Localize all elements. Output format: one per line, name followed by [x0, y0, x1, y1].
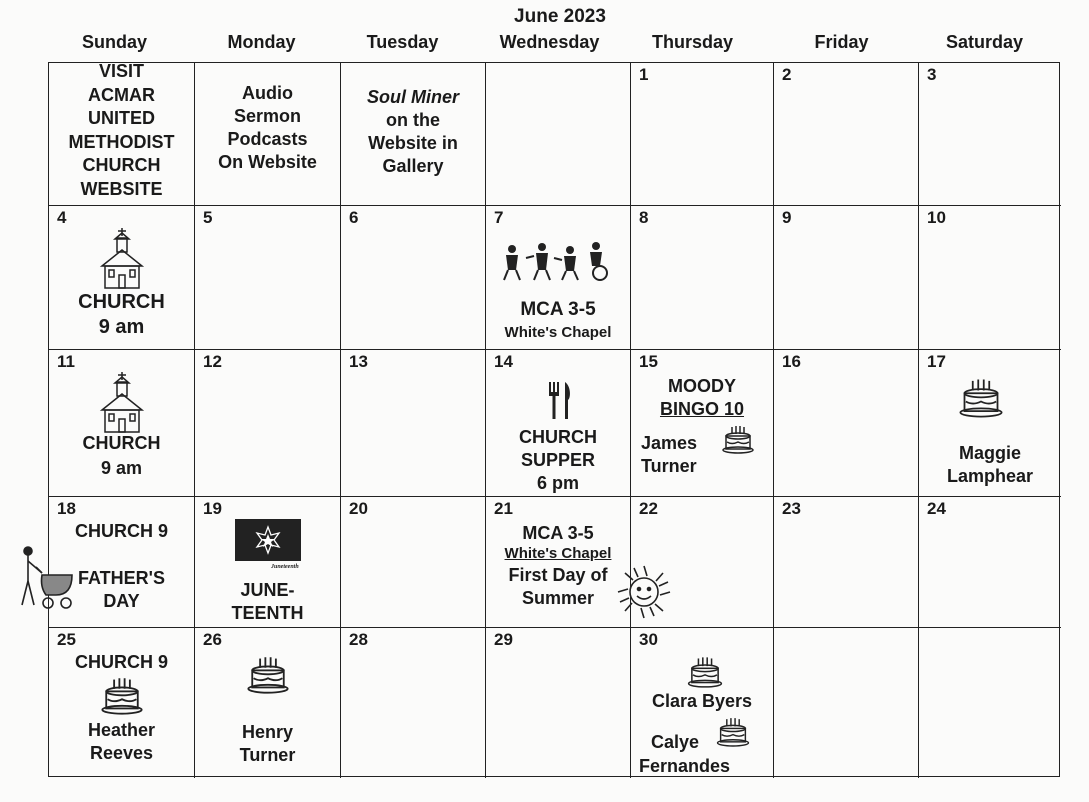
church-time: 9 am [100, 458, 143, 478]
juneteenth-flag-icon [235, 519, 303, 569]
day-cell [341, 63, 486, 206]
kids-parade-icon [500, 240, 618, 282]
fathers-day-label: FATHER'S DAY [78, 568, 165, 611]
day-cell [919, 206, 1061, 350]
day-cell [631, 350, 774, 497]
date-number: 30 [639, 630, 658, 649]
church-icon [99, 226, 145, 290]
day-header-thursday: Thursday [651, 32, 734, 52]
mca-location: White's Chapel [504, 545, 612, 562]
birthday-cake-icon [957, 374, 1005, 418]
day-cell [49, 206, 195, 350]
day-cell [919, 63, 1061, 206]
day-cell [49, 63, 195, 206]
day-header-sunday: Sunday [81, 32, 147, 52]
date-number: 2 [782, 65, 792, 84]
day-header-saturday: Saturday [945, 32, 1024, 52]
date-number: 25 [57, 630, 76, 649]
date-number: 17 [927, 352, 946, 371]
day-cell [919, 497, 1061, 628]
date-number: 13 [349, 352, 368, 371]
date-number: 9 [782, 208, 792, 227]
church-event: CHURCH [78, 291, 165, 313]
day-cell [919, 628, 1061, 778]
date-number: 24 [927, 499, 946, 518]
mca-event: MCA 3-5 [520, 299, 596, 320]
day-header-monday: Monday [227, 32, 296, 52]
fork-knife-icon [546, 380, 574, 420]
birthday-name: Calye Fernandes [639, 732, 731, 776]
day-cell [341, 206, 486, 350]
father-stroller-icon [10, 543, 78, 615]
date-number: 11 [57, 352, 75, 371]
church-event: CHURCH 9 [74, 521, 168, 541]
day-header-friday: Friday [814, 32, 869, 52]
date-number: 16 [782, 352, 801, 371]
date-number: 20 [349, 499, 368, 518]
church-event: CHURCH 9 [74, 652, 168, 672]
date-number: 26 [203, 630, 222, 649]
sun-icon [614, 562, 674, 622]
mca-location: White's Chapel [504, 324, 612, 341]
date-number: 5 [203, 208, 213, 227]
day-cell [774, 497, 919, 628]
date-number: 1 [639, 65, 649, 84]
date-number: 21 [494, 499, 513, 518]
supper-event: CHURCH SUPPER 6 pm [519, 427, 597, 493]
day-cell [486, 350, 631, 497]
day-cell [195, 628, 341, 778]
day-cell [631, 628, 774, 778]
church-icon [99, 370, 145, 434]
date-number: 12 [203, 352, 222, 371]
juneteenth-label: JUNE- TEENTH [231, 580, 304, 623]
date-number: 7 [494, 208, 504, 227]
day-cell [774, 350, 919, 497]
day-header-tuesday: Tuesday [366, 32, 439, 52]
day-cell [774, 63, 919, 206]
date-number: 29 [494, 630, 513, 649]
birthday-name: Maggie Lamphear [946, 443, 1034, 486]
day-cell [919, 350, 1061, 497]
day-cell [195, 350, 341, 497]
birthday-name: Heather Reeves [87, 720, 156, 763]
day-cell [195, 206, 341, 350]
date-number: 23 [782, 499, 801, 518]
day-cell [774, 628, 919, 778]
flag-caption: Juneteenth [271, 564, 299, 569]
birthday-cake-icon [686, 653, 724, 688]
podcast-notice: Audio Sermon Podcasts On Website [218, 83, 317, 172]
birthday-cake-icon [721, 422, 755, 454]
church-time: 9 am [98, 316, 145, 338]
birthday-name: Clara Byers [651, 691, 753, 711]
date-number: 15 [639, 352, 658, 371]
date-number: 19 [203, 499, 222, 518]
birthday-name: Henry Turner [239, 722, 296, 765]
day-cell [486, 497, 631, 628]
date-number: 28 [349, 630, 368, 649]
date-number: 6 [349, 208, 359, 227]
birthday-name: James Turner [641, 433, 698, 476]
date-number: 14 [494, 352, 513, 371]
moody-bingo-event: MOODY BINGO 10 [659, 376, 745, 419]
day-cell [49, 350, 195, 497]
day-cell [341, 628, 486, 778]
mca-event: MCA 3-5 [522, 523, 594, 543]
church-event: CHURCH [82, 433, 161, 453]
day-cell [49, 628, 195, 778]
day-cell [486, 63, 631, 206]
day-cell [774, 206, 919, 350]
date-number: 22 [639, 499, 658, 518]
day-cell [341, 350, 486, 497]
website-notice: VISIT ACMAR UNITED METHODIST CHURCH WEBSITE [68, 61, 175, 199]
date-number: 8 [639, 208, 649, 227]
date-number: 18 [57, 499, 76, 518]
date-number: 10 [927, 208, 946, 227]
day-cell [195, 497, 341, 628]
day-header-wednesday: Wednesday [499, 32, 600, 52]
day-cell [486, 206, 631, 350]
date-number: 4 [57, 208, 67, 227]
summer-label: First Day of Summer [508, 565, 608, 608]
date-number: 3 [927, 65, 937, 84]
birthday-cake-icon [715, 714, 751, 747]
day-cell [341, 497, 486, 628]
calendar-grid [48, 62, 1060, 777]
birthday-cake-icon [245, 652, 291, 694]
day-cell [195, 63, 341, 206]
day-cell [486, 628, 631, 778]
day-cell [631, 206, 774, 350]
birthday-cake-icon [99, 673, 145, 715]
day-cell [631, 63, 774, 206]
soul-miner-notice: Soul Miner on the Website in Gallery [366, 87, 459, 176]
calendar-title: June 2023 [514, 6, 606, 27]
